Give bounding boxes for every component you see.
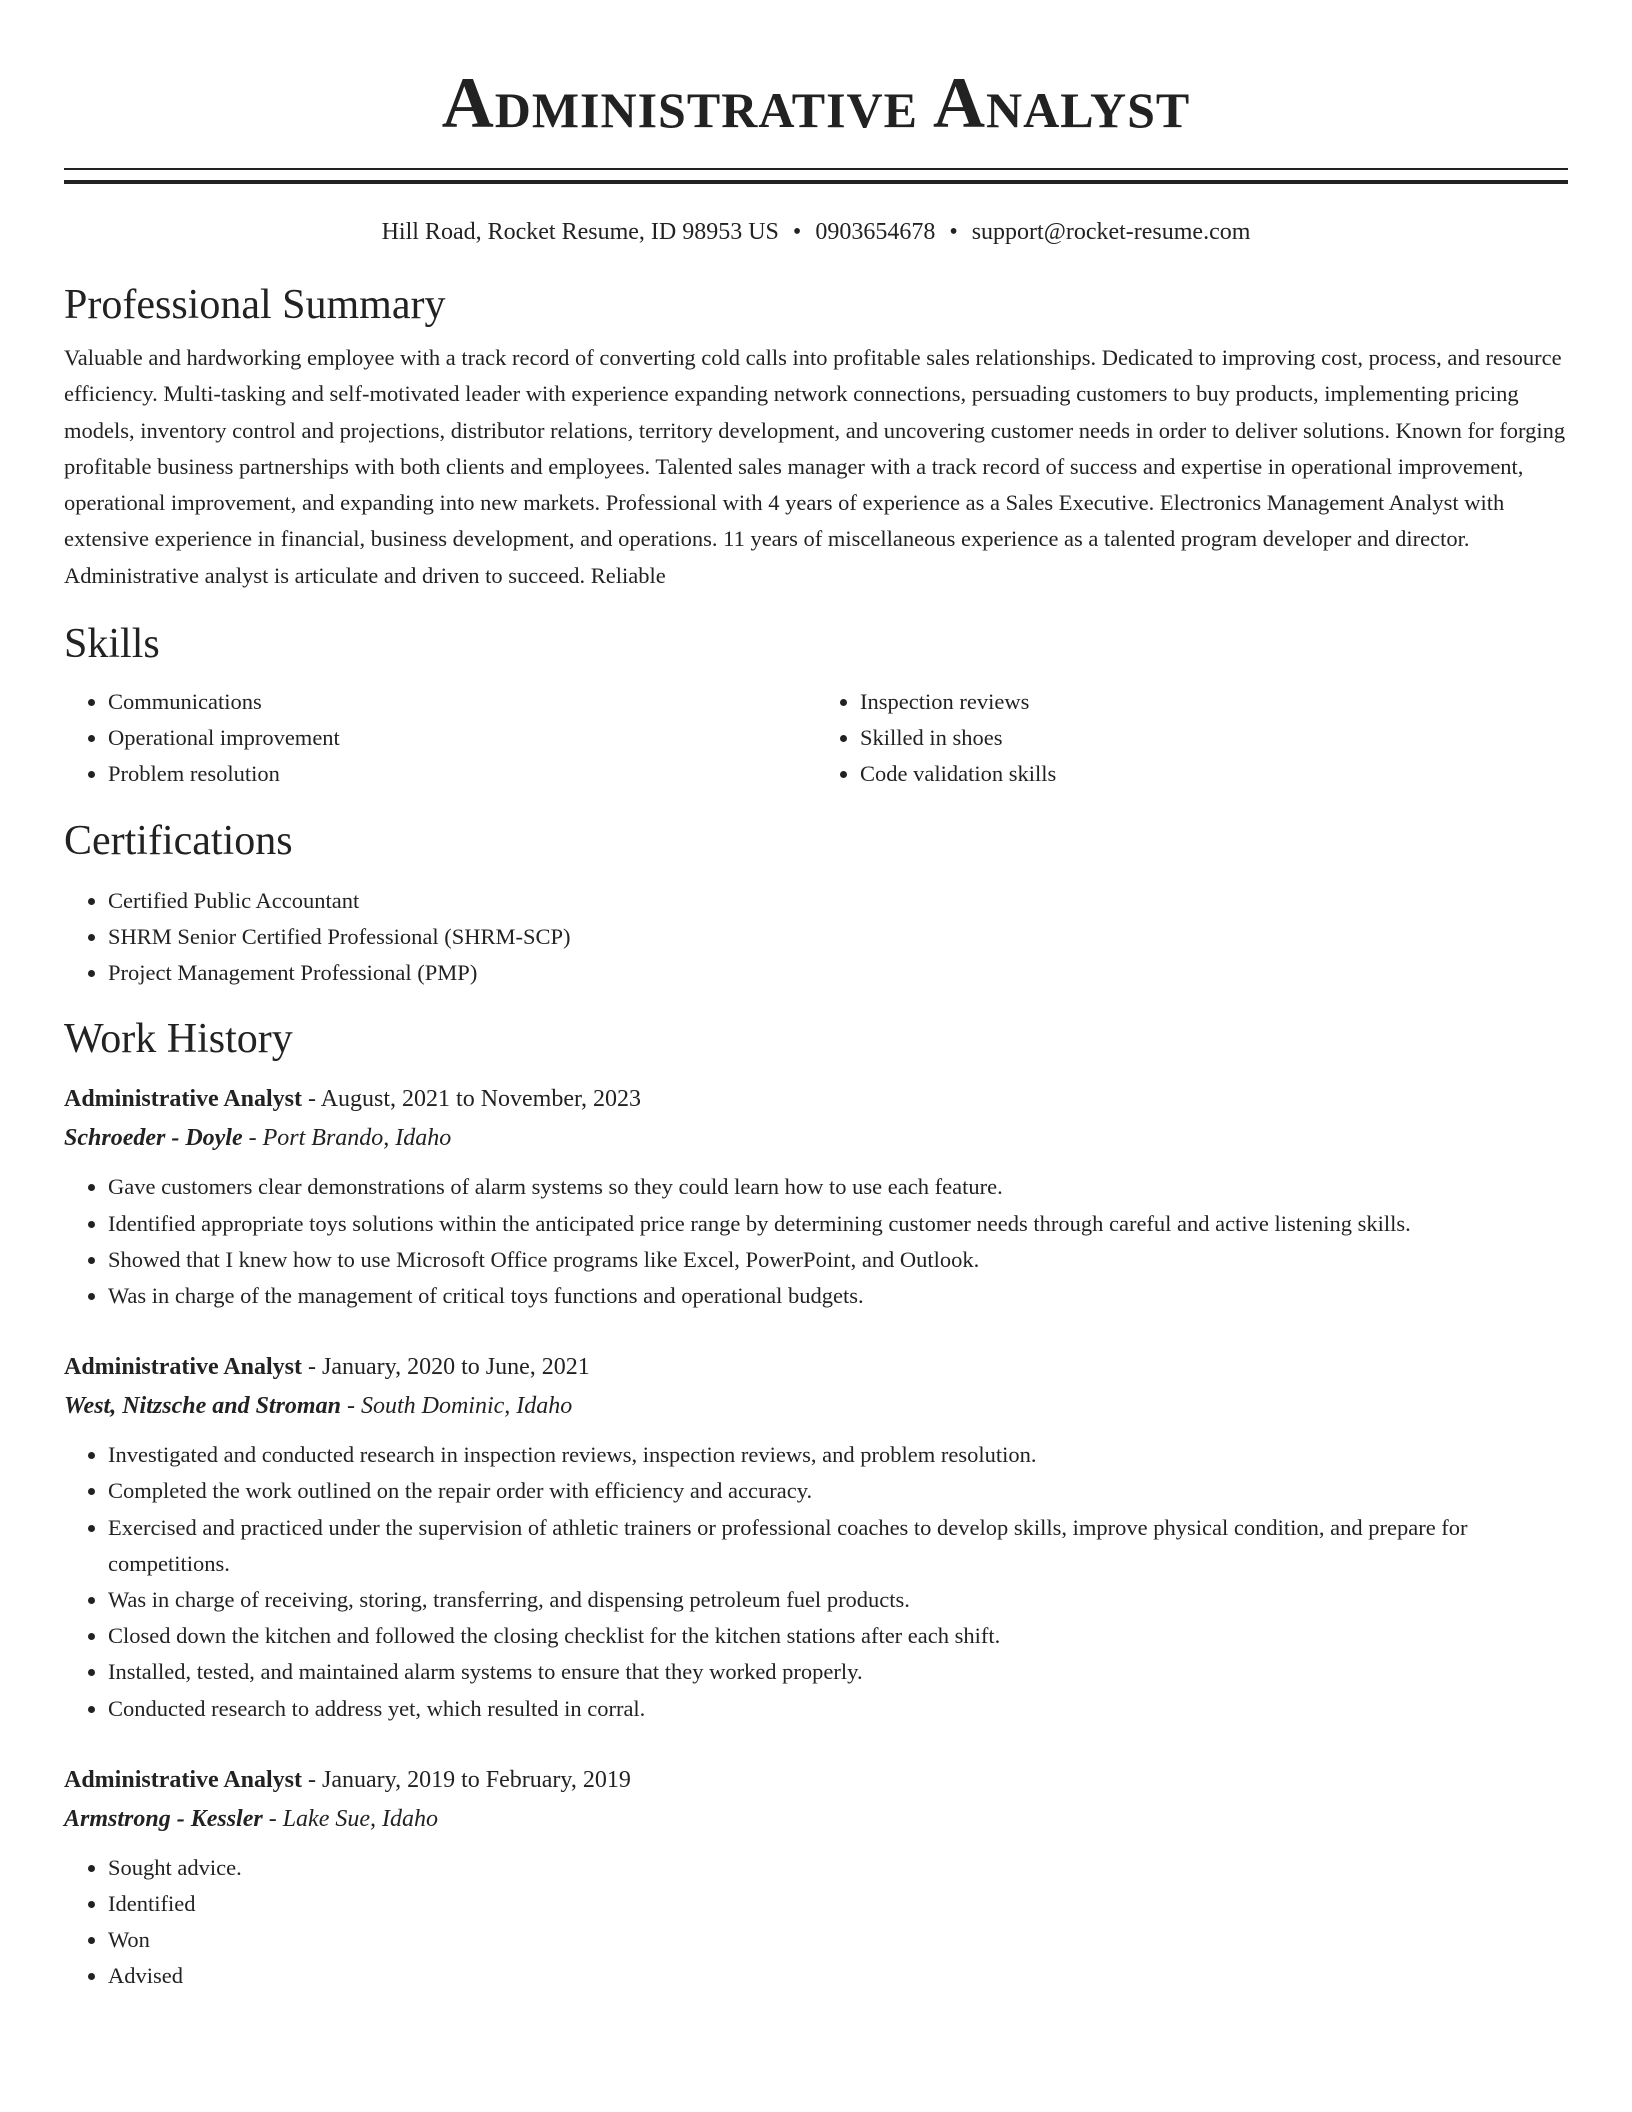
job-location: Lake Sue, Idaho (282, 1805, 438, 1832)
skill-item: • Code validation skills (860, 756, 1568, 792)
contact-line (64, 216, 1568, 248)
duty-item: • Completed the work outlined on the repair order with efficiency and accuracy. (108, 1473, 1568, 1509)
contact-address: Hill Road, Rocket Resume, ID 98953 US (381, 219, 779, 245)
duty-item: • Identified appropriate toys solutions within the anticipated price range by determining customer needs through careful and active listening skills. (108, 1206, 1568, 1242)
job-company-line: West, Nitzsche and Stroman - South Dominic, Idaho (64, 1393, 573, 1420)
job-company: West, Nitzsche and Stroman (64, 1393, 341, 1420)
duty-item: • Was in charge of receiving, storing, transferring, and dispensing petroleum fuel products. (108, 1582, 1568, 1618)
candidate-name: Administrative Analyst (441, 63, 1191, 143)
job-title: Administrative Analyst (64, 1766, 303, 1793)
job-company: Schroeder - Doyle (64, 1125, 243, 1152)
skills-column-right (816, 684, 1568, 793)
certification-item: • Certified Public Accountant (108, 883, 1568, 919)
duty-item: • Installed, tested, and maintained alarm systems to ensure that they worked properly. (108, 1654, 1568, 1690)
certifications-heading: Certifications (64, 817, 293, 864)
duty-item: • Won (108, 1922, 1568, 1958)
duty-item: • Advised (108, 1958, 1568, 1994)
job-title-line: Administrative Analyst - January, 2019 to February, 2019 (64, 1766, 631, 1793)
skills-list (64, 684, 1568, 793)
skill-item: • Operational improvement (108, 720, 816, 756)
summary-heading: Professional Summary (64, 282, 446, 328)
job-dates: January, 2019 to February, 2019 (322, 1766, 631, 1793)
work-history-heading: Work History (64, 1016, 293, 1063)
duty-item: • Exercised and practiced under the supervision of athletic trainers or professional coaches to develop skills, improve physical condition, and prepare for competitions. (108, 1510, 1568, 1582)
job-dates: August, 2021 to November, 2023 (320, 1086, 642, 1113)
skill-item: • Skilled in shoes (860, 720, 1568, 756)
duty-item: • Conducted research to address yet, which resulted in corral. (108, 1691, 1568, 1727)
job-title: Administrative Analyst (64, 1354, 303, 1381)
duty-item: • Gave customers clear demonstrations of alarm systems so they could learn how to use each feature. (108, 1169, 1568, 1205)
contact-phone: 0903654678 (815, 219, 936, 245)
certifications-list (64, 883, 1568, 992)
skills-column-left (64, 684, 816, 793)
skills-heading: Skills (64, 621, 160, 668)
skill-item: • Problem resolution (108, 756, 816, 792)
contact-email[interactable]: support@rocket-resume.com (971, 219, 1251, 245)
duty-item: • Investigated and conducted research in inspection reviews, inspection reviews, and problem resolution. (108, 1437, 1568, 1473)
job-title-line: Administrative Analyst - January, 2020 to June, 2021 (64, 1354, 590, 1381)
job-company-line: Armstrong - Kessler - Lake Sue, Idaho (64, 1805, 438, 1832)
job-location: Port Brando, Idaho (262, 1125, 452, 1152)
duty-item: • Identified (108, 1886, 1568, 1922)
job-title: Administrative Analyst (64, 1086, 303, 1113)
contact-separator: • (949, 219, 958, 245)
job-duties (64, 1437, 1568, 1727)
job-company: Armstrong - Kessler (64, 1805, 263, 1832)
duty-item: • Closed down the kitchen and followed the closing checklist for the kitchen stations after each shift. (108, 1618, 1568, 1654)
header-divider (64, 168, 1568, 184)
duty-item: • Was in charge of the management of critical toys functions and operational budgets. (108, 1278, 1568, 1314)
summary-text: Valuable and hardworking employee with a track record of converting cold calls into profitable sales relationships. Dedicated to improving cost, process, and resource efficiency. Multi-tasking and self-motivated leader with experience expanding network connections, persuading customers to buy products, implementing pricing models, inventory control and projections, distributor relations, territory development, and uncovering customer needs in order to deliver solutions. Known for forging profitable business partnerships with both clients and employees. Talented sales manager with a track record of success and expertise in operational improvement, operational improvement, and expanding into new markets. Professional with 4 years of experience as a Sales Executive. Electronics Management Analyst with extensive experience in financial, business development, and operations. 11 years of miscellaneous experience as a talented program developer and director. Administrative analyst is articulate and driven to succeed. Reliable (64, 345, 1566, 588)
duty-item: • Showed that I knew how to use Microsoft Office programs like Excel, PowerPoint, and Outlook. (108, 1242, 1568, 1278)
certification-item: • SHRM Senior Certified Professional (SHRM-SCP) (108, 919, 1568, 955)
job-entry (64, 1761, 1568, 1995)
job-title-line: Administrative Analyst - August, 2021 to November, 2023 (64, 1086, 642, 1113)
job-duties (64, 1850, 1568, 1995)
job-entry (64, 1080, 1568, 1314)
job-entry (64, 1348, 1568, 1727)
job-duties (64, 1169, 1568, 1314)
certification-item: • Project Management Professional (PMP) (108, 955, 1568, 991)
contact-separator: • (792, 219, 802, 245)
job-location: South Dominic, Idaho (360, 1393, 573, 1420)
skill-item: • Communications (108, 684, 816, 720)
duty-item: • Sought advice. (108, 1850, 1568, 1886)
skill-item: • Inspection reviews (860, 684, 1568, 720)
job-dates: January, 2020 to June, 2021 (322, 1354, 590, 1381)
job-company-line: Schroeder - Doyle - Port Brando, Idaho (64, 1125, 452, 1152)
